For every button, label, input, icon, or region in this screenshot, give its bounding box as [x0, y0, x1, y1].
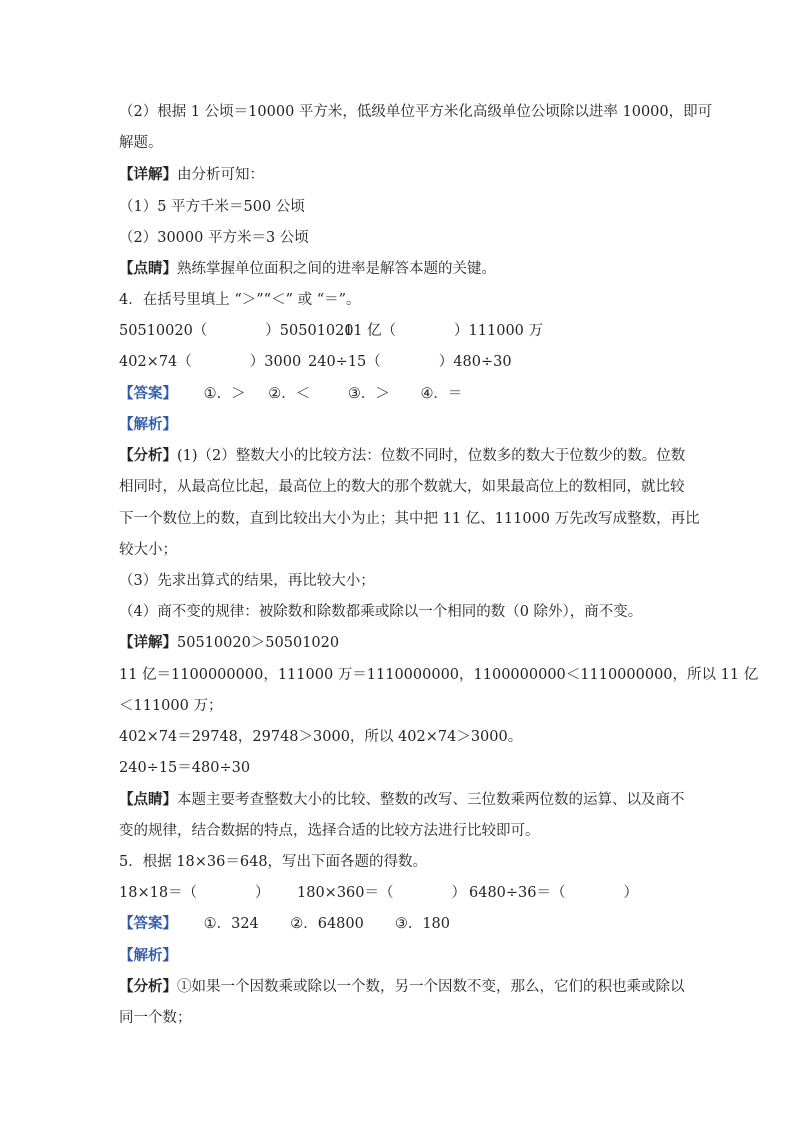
q4-item-c: 402×74（ ）3000: [119, 354, 302, 370]
comment-text: 熟练掌握单位面积之间的进率是解答本题的关键。: [177, 261, 496, 277]
question-4-row-2: [119, 352, 679, 372]
detail-step-1: （1）5 平方千米＝500 公顷: [119, 199, 305, 215]
q5-parse-tag: 【解析】: [119, 948, 177, 964]
q4-analysis-5: （3）先求出算式的结果，再比较大小；: [119, 573, 375, 589]
q5-item-b: 180×360＝（ ）: [297, 885, 467, 901]
q4-analysis-1: 【分析】(1)（2）整数大小的比较方法：位数不同时，位数多的数大于位数少的数。位数: [119, 448, 686, 464]
q4-answer-2: ②．＜: [268, 386, 311, 402]
q4-analysis-6: （4）商不变的规律：被除数和除数都乘或除以一个相同的数（0 除外），商不变。: [119, 604, 643, 620]
q4-detail-tag: 【详解】: [119, 635, 177, 651]
q5-answer-3: ③．180: [394, 916, 451, 932]
comment-tag: 【点睛】: [119, 261, 177, 277]
q4-analysis-2: 相同时，从最高位比起，最高位上的数大的那个数就大，如果最高位上的数相同，就比较: [119, 479, 685, 495]
detail-step-2: （2）30000 平方米＝3 公顷: [119, 230, 309, 246]
q5-answer-2: ②．64800: [290, 916, 364, 932]
q4-analysis-3: 下一个数位上的数，直到比较出大小为止；其中把 11 亿、111000 万先改写成整数，再比: [119, 511, 700, 527]
q4-item-d: 240÷15（ ）480÷30: [308, 354, 512, 370]
comment-line: [119, 259, 679, 279]
q4-analysis-4: 较大小；: [119, 542, 177, 558]
detail-line: [119, 165, 679, 185]
q4-detail-2: 11 亿＝1100000000，111000 万＝1110000000，1100000000＜1110000000，所以 11 亿: [119, 667, 759, 683]
q4-parse-tag: 【解析】: [119, 417, 177, 433]
q4-analysis-tag: 【分析】: [119, 448, 177, 464]
q5-item-a: 18×18＝（ ）: [119, 885, 270, 901]
q4-item-b: 11 亿（ ）111000 万: [344, 323, 544, 339]
question-4-title: 4．在括号里填上 “＞”“＜” 或 “＝”。: [119, 292, 361, 308]
q4-detail-4: 402×74＝29748，29748＞3000，所以 402×74＞3000。: [119, 729, 523, 745]
q4-detail-3: ＜111000 万；: [119, 698, 223, 714]
q5-analysis-2: 同一个数；: [119, 1010, 192, 1026]
question-5-title: 5．根据 18×36＝648，写出下面各题的得数。: [119, 854, 428, 870]
analysis-line-1: （2）根据 1 公顷＝10000 平方米，低级单位平方米化高级单位公顷除以进率 10000，即可: [119, 104, 713, 120]
q4-comment-1: 【点睛】本题主要考查整数大小的比较、整数的改写、三位数乘两位数的运算、以及商不: [119, 792, 685, 808]
q4-item-a: 50510020（ ）50501020: [119, 323, 354, 339]
q4-answer-4: ④．＝: [420, 386, 463, 402]
q4-answer-tag: 【答案】: [119, 386, 177, 402]
q4-comment-2: 变的规律，结合数据的特点，选择合适的比较方法进行比较即可。: [119, 823, 540, 839]
q5-answer-1: ①．324: [203, 916, 259, 932]
q4-answer-line: [119, 384, 679, 404]
detail-text: 由分析可知：: [177, 167, 264, 183]
q4-detail-1: 【详解】50510020＞50501020: [119, 635, 340, 651]
q4-comment-tag: 【点睛】: [119, 792, 177, 808]
q4-answer-3: ③．＞: [347, 386, 390, 402]
question-4-row-1: [119, 321, 679, 341]
detail-tag: 【详解】: [119, 167, 177, 183]
q4-answer-1: ①．＞: [203, 386, 246, 402]
q4-detail-5: 240÷15＝480÷30: [119, 760, 251, 776]
q5-item-c: 6480÷36＝（ ）: [469, 885, 639, 901]
q5-analysis-1: 【分析】①如果一个因数乘或除以一个数，另一个因数不变，那么，它们的积也乘或除以: [119, 979, 685, 995]
q5-answer-line: [119, 914, 679, 934]
analysis-line-2: 解题。: [119, 135, 163, 151]
question-5-row: [119, 883, 679, 903]
q5-analysis-tag: 【分析】: [119, 979, 177, 995]
q5-answer-tag: 【答案】: [119, 916, 177, 932]
